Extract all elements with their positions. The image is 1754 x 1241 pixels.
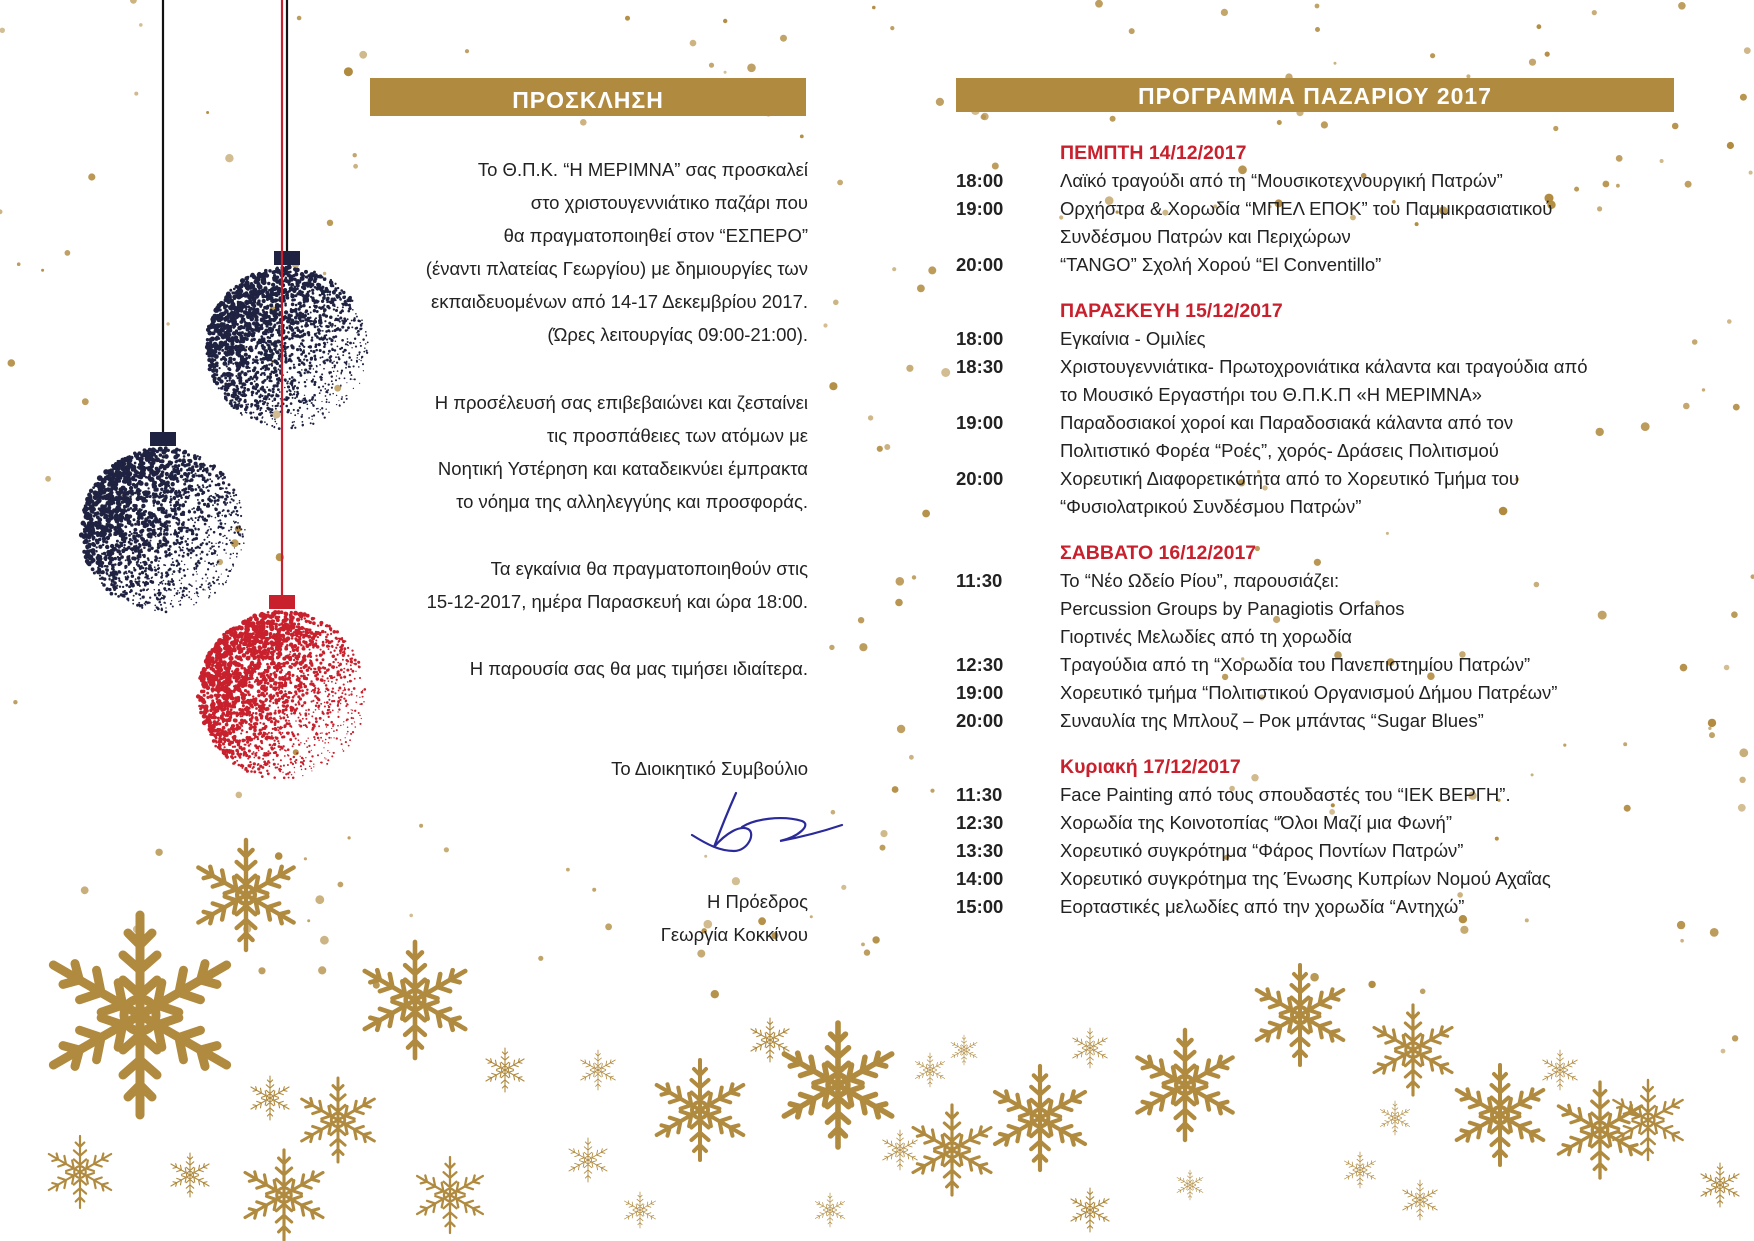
gold-dot [327, 220, 333, 226]
gold-dot [65, 250, 71, 256]
gold-dot [1277, 120, 1282, 125]
gold-dot [823, 323, 827, 327]
snowflake [914, 1053, 946, 1087]
snowflake [1541, 1050, 1579, 1090]
snowflake [623, 1192, 657, 1228]
gold-dot [917, 285, 925, 293]
gold-dot [1334, 62, 1337, 65]
event-time: 15:00 [956, 896, 1004, 917]
gold-dot [872, 6, 876, 10]
gold-dot [315, 895, 324, 904]
event-text: το Μουσικό Εργαστήρι του Θ.Π.Κ.Π «Η ΜΕΡΙΜΝΑ» [1060, 384, 1482, 405]
gold-dot [1738, 804, 1746, 812]
gold-dot [1420, 989, 1426, 995]
event-text: Χορευτικό συγκρότημα “Φάρος Ποντίων Πατρών” [1060, 840, 1464, 861]
gold-dot [8, 359, 16, 367]
gold-dot [1749, 171, 1753, 175]
event-time: 12:30 [956, 654, 1004, 675]
invitation-line: τις προσπάθειες των ατόμων με [546, 425, 808, 446]
event-row [956, 809, 1676, 837]
gold-dot [1727, 142, 1734, 149]
gold-dot [1368, 981, 1375, 988]
program-schedule [956, 140, 1676, 940]
gold-dot [941, 368, 950, 377]
gold-dot [928, 266, 936, 274]
event-text: Εγκαίνια - Ομιλίες [1060, 328, 1206, 349]
invitation-line: Νοητική Υστέρηση και καταδεικνύει έμπρακτα [437, 458, 808, 479]
gold-dot [318, 966, 326, 974]
event-time: 11:30 [956, 784, 1003, 805]
gold-dot [419, 824, 423, 828]
snowflake [1699, 1163, 1741, 1207]
gold-dot [465, 49, 469, 53]
snowflake [46, 1136, 114, 1208]
gold-dot [841, 885, 846, 890]
invitation-line: 15-12-2017, ημέρα Παρασκευή και ώρα 18:00. [426, 591, 808, 612]
gold-dot [0, 28, 5, 33]
gold-dot [538, 956, 543, 961]
program-day [956, 754, 1676, 921]
gold-dot [858, 617, 864, 623]
snowflake [241, 1150, 327, 1240]
ornament-cap [150, 432, 176, 446]
event-row [956, 409, 1676, 437]
gold-dot [1692, 339, 1698, 345]
event-text: Χορευτικό τμήμα “Πολιτιστικού Οργανισμού Δήμου Πατρέων” [1060, 682, 1558, 703]
gold-dot [1709, 732, 1715, 738]
gold-dot [444, 847, 449, 852]
gold-dot [880, 830, 887, 837]
snowflake [1069, 1188, 1111, 1232]
event-text: Πολιτιστικό Φορέα “Ροές”, χορός- Δράσεις Πολιτισμού [1060, 440, 1499, 461]
event-text: Εορταστικές μελωδίες από την χορωδία “Αντηχώ” [1060, 896, 1465, 917]
event-text: Το “Νέο Ωδείο Ρίου”, παρουσιάζει: [1060, 570, 1340, 591]
snowflake [991, 1066, 1090, 1170]
gold-dot [1683, 403, 1690, 410]
gold-dot [868, 415, 873, 420]
gold-dot [139, 23, 143, 27]
invitation-line: στο χριστουγεννιάτικο παζάρι που [530, 192, 808, 213]
event-time: 14:00 [956, 868, 1004, 889]
event-row [956, 437, 1676, 465]
gold-dot [1731, 611, 1738, 618]
event-row [956, 167, 1676, 195]
day-title: ΣΑΒΒΑΤΟ 16/12/2017 [1060, 542, 1257, 564]
event-text: Τραγούδια από τη “Χορωδία του Πανεπιστημίου Πατρών” [1060, 654, 1531, 675]
event-row [956, 195, 1676, 223]
snowflake [298, 1078, 378, 1162]
gold-dot [892, 786, 899, 793]
gold-dot [1739, 748, 1748, 757]
gold-dot [1721, 1049, 1726, 1054]
gold-dot [1129, 28, 1135, 34]
event-time: 20:00 [956, 254, 1004, 275]
gold-dot [45, 476, 51, 482]
gold-dot [1553, 126, 1558, 131]
christmas-ornaments [79, 0, 369, 779]
event-row [956, 465, 1676, 493]
gold-dot [1733, 404, 1740, 411]
gold-dot [724, 71, 727, 74]
gold-dot [890, 26, 894, 30]
invitation-paragraph-2 [340, 386, 808, 518]
event-text: Παραδοσιακοί χοροί και Παραδοσιακά κάλαντα από τον [1060, 412, 1514, 433]
gold-dot [1677, 921, 1685, 929]
gold-dot [864, 949, 870, 955]
invitation-title: ΠΡΟΣΚΛΗΣΗ [370, 78, 806, 116]
event-time [956, 381, 1060, 409]
snowflake [414, 1157, 486, 1233]
snowflake [1370, 1005, 1456, 1095]
gold-dot [892, 267, 896, 271]
gold-dot [877, 446, 883, 452]
gold-dot [130, 0, 137, 4]
gold-dot [1095, 0, 1103, 8]
snowflake [579, 1050, 617, 1090]
snowflake [1343, 1152, 1377, 1188]
event-time [956, 595, 1060, 623]
snowflake [567, 1138, 609, 1182]
snowflake [1452, 1065, 1547, 1165]
gold-dot [1708, 719, 1716, 727]
gold-dot [829, 645, 834, 650]
gold-dot [1537, 24, 1542, 29]
gold-dot [912, 575, 916, 579]
event-time: 18:00 [956, 170, 1004, 191]
snowflake [1401, 1180, 1439, 1220]
gold-dot [225, 154, 233, 162]
invitation-line: Η προσέλευσή σας επιβεβαιώνει και ζεσταίνει [434, 392, 808, 413]
snowflake [881, 1130, 919, 1170]
gold-dot [206, 111, 209, 114]
event-time: 18:00 [956, 328, 1004, 349]
program-day [956, 540, 1676, 735]
gold-dot [897, 725, 905, 733]
gold-dot [1739, 777, 1745, 783]
event-time [956, 493, 1060, 521]
program-title: ΠΡΟΓΡΑΜΜΑ ΠΑΖΑΡΙΟΥ 2017 [956, 78, 1674, 112]
gold-dot [861, 943, 865, 947]
invitation-line: εκπαιδευομένων από 14-17 Δεκεμβρίου 2017. [431, 291, 808, 312]
snowflake [194, 840, 299, 950]
snowflake [909, 1105, 995, 1195]
gold-dot [1529, 59, 1536, 66]
gold-dot [810, 915, 813, 918]
invitation-paragraph-4 [340, 652, 808, 685]
event-row [956, 893, 1676, 921]
snowflake [45, 915, 235, 1115]
snowflake [1379, 1101, 1411, 1135]
gold-dot [1680, 664, 1688, 672]
gold-dot [258, 967, 265, 974]
event-row [956, 865, 1676, 893]
gold-dot [723, 19, 727, 23]
gold-dot [880, 845, 886, 851]
event-text: Χορευτικό συγκρότημα της Ένωσης Κυπρίων Νομού Αχαΐας [1060, 868, 1551, 889]
event-time: 12:30 [956, 812, 1004, 833]
gold-dot [304, 857, 307, 860]
event-time [956, 437, 1060, 465]
gold-dot [1221, 9, 1228, 16]
event-row [956, 595, 1676, 623]
signature-graphic [684, 785, 844, 865]
gold-dot [1315, 4, 1320, 9]
gold-dot [922, 510, 930, 518]
snowflake [249, 1076, 291, 1120]
snowflake [1176, 1170, 1205, 1200]
ornament-cap [269, 595, 295, 609]
event-text: “TANGO” Σχολή Χορού “El Conventillo” [1060, 254, 1382, 275]
snowflake [1252, 965, 1347, 1065]
gold-dot [711, 990, 719, 998]
gold-dot [1430, 53, 1435, 58]
snowflake [1071, 1028, 1109, 1068]
gold-dot [1672, 123, 1679, 130]
gold-dot [1744, 47, 1751, 54]
gold-dot [930, 789, 934, 793]
event-time [956, 623, 1060, 651]
event-row [956, 251, 1676, 279]
snowflake [484, 1048, 526, 1092]
gold-dot [837, 180, 843, 186]
gold-dot [1315, 27, 1320, 32]
gold-dot [307, 919, 310, 922]
gold-dot [625, 16, 630, 21]
program-day [956, 140, 1676, 279]
gold-dot [896, 577, 905, 586]
event-text: Ορχήστρα & Χορωδία “ΜΠΕΛ ΕΠΟΚ” του Παμμικρασιατικού [1060, 198, 1553, 219]
event-text: “Φυσιολατρικού Συνδέσμου Πατρών” [1060, 496, 1362, 517]
invitation-line: Τα εγκαίνια θα πραγματοποιηθούν στις [490, 558, 808, 579]
event-time: 19:00 [956, 412, 1004, 433]
gold-dot [1732, 1035, 1738, 1041]
event-text: Χορευτική Διαφορετικότητα από το Χορευτικό Τμήμα του [1060, 468, 1520, 489]
event-row [956, 679, 1676, 707]
gold-dot [895, 599, 903, 607]
invitation-line: Το Θ.Π.Κ. “Η ΜΕΡΙΜΝΑ” σας προσκαλεί [477, 159, 808, 180]
signer-name: Γεωργία Κοκκίνου [660, 924, 808, 945]
gold-dot [833, 300, 839, 306]
event-text: Συναυλία της Μπλουζ – Ροκ μπάντας “Sugar Blues” [1060, 710, 1484, 731]
gold-dot [155, 849, 162, 856]
gold-dot [297, 16, 302, 21]
gold-dot [829, 382, 837, 390]
event-row [956, 353, 1676, 381]
gold-dot [747, 64, 756, 73]
event-row [956, 493, 1676, 521]
gold-dot [359, 51, 367, 59]
gold-dot [709, 63, 714, 68]
event-time: 20:00 [956, 468, 1004, 489]
gold-dot [88, 173, 95, 180]
gold-dot [17, 262, 21, 266]
gold-dot [81, 886, 89, 894]
event-time: 19:00 [956, 198, 1004, 219]
snowflake [1133, 1030, 1238, 1140]
gold-dot [800, 135, 804, 139]
event-row [956, 381, 1676, 409]
event-row [956, 325, 1676, 353]
event-row [956, 651, 1676, 679]
gold-dot [41, 269, 44, 272]
event-time: 18:30 [956, 356, 1004, 377]
gold-dot [981, 113, 989, 121]
event-text: Συνδέσμου Πατρών και Περιχώρων [1060, 226, 1351, 247]
board-label: Το Διοικητικό Συμβούλιο [611, 758, 808, 779]
gold-dot [236, 792, 243, 799]
gold-dot [1321, 121, 1328, 128]
gold-dot [13, 700, 17, 704]
gold-dot [906, 365, 913, 372]
event-time: 19:00 [956, 682, 1004, 703]
gold-dot [1740, 94, 1747, 101]
snowflake [779, 1023, 897, 1147]
snowflake [814, 1193, 846, 1227]
gold-dot [859, 643, 867, 651]
gold-dot [275, 852, 283, 860]
day-title: Κυριακή 17/12/2017 [1060, 756, 1241, 778]
snowflake [652, 1060, 747, 1160]
event-text: Percussion Groups by Panagiotis Orfanos [1060, 598, 1405, 619]
event-row [956, 223, 1676, 251]
gold-dot [272, 410, 280, 418]
program-day [956, 298, 1676, 521]
gold-dot [1592, 10, 1597, 15]
event-row [956, 781, 1676, 809]
event-text: Χορωδία της Κοινοτοπίας “Όλοι Μαζί μια Φωνή” [1060, 812, 1452, 833]
gold-dot [344, 67, 353, 76]
gold-dot [320, 936, 329, 945]
invitation-line: (Ώρες λειτουργίας 09:00-21:00). [547, 324, 808, 345]
gold-dot [166, 322, 169, 325]
gold-dot [1678, 2, 1686, 10]
event-time: 20:00 [956, 710, 1004, 731]
signature-block [340, 885, 808, 951]
gold-dot [936, 98, 944, 106]
event-row [956, 623, 1676, 651]
event-text: Λαϊκό τραγούδι από τη “Μουσικοτεχνουργική Πατρών” [1060, 170, 1503, 191]
event-time: 11:30 [956, 570, 1003, 591]
gold-dot [1110, 116, 1116, 122]
gold-dot [909, 755, 914, 760]
board-of-directors [340, 752, 808, 785]
gold-dot [0, 209, 3, 214]
gold-dot [1751, 574, 1754, 579]
event-row [956, 707, 1676, 735]
ornament-cap [274, 251, 300, 265]
gold-dot [1710, 928, 1719, 937]
event-time: 13:30 [956, 840, 1004, 861]
gold-dot [323, 272, 326, 275]
event-text: Face Painting από τους σπουδαστές του “ΙΕΚ ΒΕΡΓΗ”. [1060, 784, 1511, 805]
gold-dot [348, 836, 351, 839]
event-row [956, 837, 1676, 865]
day-title: ΠΕΜΠΤΗ 14/12/2017 [1060, 142, 1247, 164]
snowflake [169, 1153, 211, 1197]
gold-dot [580, 119, 587, 126]
gold-dot [1702, 388, 1705, 391]
gold-dot [1310, 973, 1319, 982]
gold-dot [690, 40, 697, 47]
gold-dot [1708, 727, 1711, 730]
event-time [956, 223, 1060, 251]
gold-dot [1685, 181, 1692, 188]
gold-dot [884, 444, 890, 450]
gold-dot [82, 398, 89, 405]
day-title: ΠΑΡΑΣΚΕΥΗ 15/12/2017 [1060, 300, 1283, 322]
gold-dot [1680, 939, 1684, 943]
invitation-line: θα πραγματοποιηθεί στον “ΕΣΠΕΡΟ” [503, 225, 808, 246]
gold-dot [1724, 665, 1730, 671]
invitation-line: Η παρουσία σας θα μας τιμήσει ιδιαίτερα. [469, 658, 808, 679]
gold-dot [134, 92, 138, 96]
invitation-paragraph-3 [340, 552, 808, 618]
gold-dot [1545, 52, 1550, 57]
gold-dot [780, 35, 787, 42]
signer-title: Η Πρόεδρος [707, 891, 808, 912]
invitation-paragraph-1 [340, 153, 808, 351]
gold-dot [1727, 319, 1732, 324]
invitation-line: το νόημα της αλληλεγγύης και προσφοράς. [456, 491, 808, 512]
invitation-line: (έναντι πλατείας Γεωργίου) με δημιουργίες των [425, 258, 808, 279]
event-text: Γιορτινές Μελωδίες από τη χορωδία [1060, 626, 1353, 647]
gold-dot [566, 868, 570, 872]
event-row [956, 567, 1676, 595]
event-text: Χριστουγεννιάτικα- Πρωτοχρονιάτικα κάλαντα και τραγούδια από [1060, 356, 1588, 377]
snowflake [950, 1035, 979, 1065]
snowflake [360, 942, 470, 1058]
gold-dot [872, 936, 879, 943]
